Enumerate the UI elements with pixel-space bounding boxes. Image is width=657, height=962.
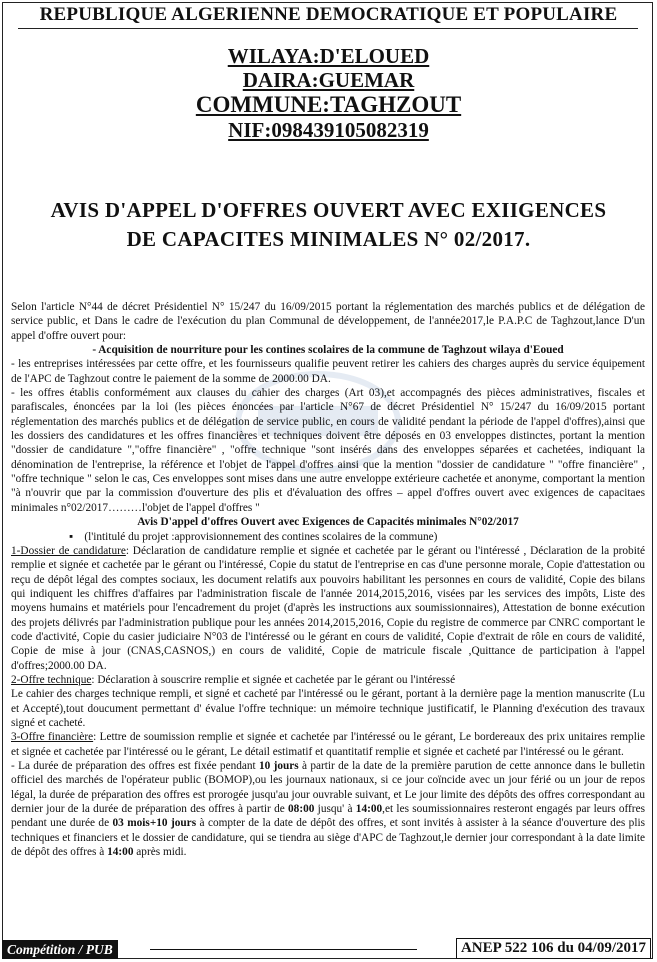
daira-line: [0, 68, 657, 93]
footer-reference-box: ANEP 522 106 du 04/09/2017: [456, 938, 651, 959]
final-text-k: après midi.: [133, 846, 187, 859]
final-text-a: - La durée de préparation des offres est fixée pendant: [11, 760, 259, 772]
final-text-e: jusqu' à: [314, 803, 356, 816]
bullet-item: [11, 530, 645, 544]
section-technique-more: Le cahier des charges technique rempli, et signé et cacheté par l'intéressé ou le gérant, portant à la dernière page la mention manuscrite (Lu et Accepté),tout doucument permettant d' évalue l'offre technique: un mémoire technique justificatif, le Planning d'exécution des travaux signé et cacheté.: [11, 688, 645, 729]
commune-line: [0, 92, 657, 118]
section-technique-text: : Déclaration à souscrire remplie et signée et cachetée par le gérant ou l'intéressé: [91, 673, 456, 686]
notice-title: [0, 196, 657, 254]
final-text-i: à compter de la date de dépôt des offres, et sont invités à assister à la séance d'ouverture des plis techniques et financiers et le dossier de candidature, qui se tiendra au siège d'APC de Taghzout,le dernier jour correspondant à la date limite de dépôt des offres à: [11, 817, 645, 859]
daira-text: DAIRA:GUEMAR: [242, 68, 415, 92]
bullet-text: (l'intitulé du projet :approvisionnement des contines scolaires de la commune): [84, 530, 438, 543]
bullet-icon: ▪: [69, 530, 85, 543]
section-technique: [11, 673, 645, 687]
footer-rule: [150, 949, 417, 950]
final-time-start: 08:00: [288, 803, 315, 816]
wilaya-text: WILAYA:D'ELOUED: [227, 44, 430, 68]
commune-text: COMMUNE:TAGHZOUT: [195, 92, 462, 117]
section-candidature-heading: 1-Dossier de candidature: [11, 544, 126, 557]
final-text-g: ,et les soumissionnaires resteront engagés par leurs offres pendant une durée de: [11, 803, 645, 830]
heading-rule: [18, 28, 638, 29]
final-paragraph: [11, 759, 645, 859]
final-validity: 03 mois+10 jours: [112, 817, 197, 830]
footer-category-badge: Compétition / PUB: [2, 940, 118, 959]
section-financiere-text: : Lettre de soumission remplie et signée et cachetée par l'intéressé ou le gérant, Le bordereaux des prix unitaires remplie et signée et cachetée par l'intéressé ou le gérant, Le détail estimatif et quantitatif remplie et signée et cacheté par l'intéressé ou le gérant.: [11, 731, 645, 758]
final-duration: 10 jours: [259, 760, 299, 772]
paragraph-offres: - les offres établis conformément aux clauses du cahier des charges (Art 03),et accompagnés des pièces administratives, fiscales et parafiscales, énoncées par la loi (les pièces énoncées par l'article N°67 de décret Présidentiel N° 15/247 du 16/09/2015 portant réglementation des marchés publics et de délégation de service public, en cours de validité pendant la période de l'appel d'offres),ainsi que les dossiers des candidatures et les offres financières et techniques doivent être déposés en 03 enveloppes distinctes, portant la mention "dossier de candidature ","offre financière" , "offre technique "sont insérés dans des enveloppes séparées et cachetées, indiquant la dénomination de l'entreprise, la référence et l'objet de l'appel d'offres ainsi que la mention "dossier de candidature " "offre financière" , "offre technique " selon le cas, Ces enveloppes sont mises dans une autre enveloppe extérieure cachetée et anonyme, comportant la mention "à n'ouvrir que par la commission d'ouverture des plis et d'évaluation des offres – appel d'offres ouvert avec exigences de capacitaes minimales n°02/2017………l'objet de l'appel d'offres ": [11, 387, 645, 514]
avis-subheading: Avis D'appel d'offres Ouvert avec Exigences de Capacités minimales N°02/2017: [137, 516, 519, 529]
title-line-2: DE CAPACITES MINIMALES N° 02/2017.: [126, 227, 531, 251]
section-candidature: [11, 544, 645, 673]
section-financiere-heading: 3-Offre financière: [11, 731, 94, 744]
final-time-end: 14:00: [355, 803, 383, 816]
paragraph-cahier: - les entreprises intéressées par cette offre, et les fournisseurs qualifie peuvent retirer les cahiers des charges auprès du service équipement de l'APC de Taghzout contre le paiement de la somme de 2000.00 DA.: [11, 358, 645, 385]
wilaya-line: [0, 44, 657, 69]
section-technique-heading: 2-Offre technique: [11, 673, 92, 686]
section-financiere: [11, 730, 645, 759]
nif-line: [0, 118, 657, 143]
nif-text: NIF:09843910508231​9: [228, 118, 429, 142]
title-line-1: AVIS D'APPEL D'OFFRES OUVERT AVEC EXIIGENCES: [50, 198, 607, 222]
final-opening-time: 14:00: [107, 846, 134, 859]
notice-body: [11, 300, 645, 859]
acquisition-line: - Acquisition de nourriture pour les contines scolaires de la commune de Taghzout wilaya d'Eoued: [92, 344, 564, 357]
section-candidature-text: : Déclaration de candidature remplie et signée et cachetée par le gérant ou l'intéressé , Déclaration de la probité remplie et signée et cachetée par le gérant ou l'intéressé, Copie du statut de l'entreprise en cas d'une personne morale, Copie d'attestation ou reçu de dépôt légal des comptes sociaux, les document relatifs aux pouvoirs habilitant les personnes en cours de validité, Copie des bilans qui indiquent les chiffres d'affaires par l'administration fiscale de l'année 2014,2015,2016, visées par les services des impôts, Liste des moyens humains et matériels pour l'encadrement du projet (d'après les instructions aux soumissionnaires), Attestation de bonne exécution des projets délivrés par l'administration publique pour les années 2014,2015,2016, Copie du registre de commerce par CNRC comportant le code d'activité, Copie du casier judiciaire N°03 de l'intéressé ou le gérant en cours de validité, Copie d'extrait de rôle en cours de validité, Copie de mise à jour (CNAS,CASNOS,) en cours de validité, Copie de matricule fiscale ,Quittance de participation à l'appel d'offres;2000.00 DA.: [11, 544, 645, 672]
final-text-c: à partir de la date de la première parution de cette annonce dans le bulletin officiel des marchés de l'opérateur public (BOMOP),ou les journaux nationaux, si ce jour coïncide avec un jour férié ou un jour de repos légal, la durée de préparation des offres est prorogée jusqu'au jour ouvrable suivant, et Le jour limite des dépôts des offres correspondant au dernier jour de la durée de préparation des offres à partir de: [11, 760, 645, 816]
intro-paragraph: Selon l'article N°44 de décret Présidentiel N° 15/247 du 16/09/2015 portant la réglementation des marchés publics et de délégation de service public, et Dans le cadre de l'exécution du plan Communal de développement, de l'année2017,le P.A.P.C de Taghzout,lance D'un appel d'offre ouvert pour:: [11, 301, 645, 342]
republic-heading: REPUBLIQUE ALGERIENNE DEMOCRATIQUE ET POPULAIRE: [39, 4, 618, 25]
